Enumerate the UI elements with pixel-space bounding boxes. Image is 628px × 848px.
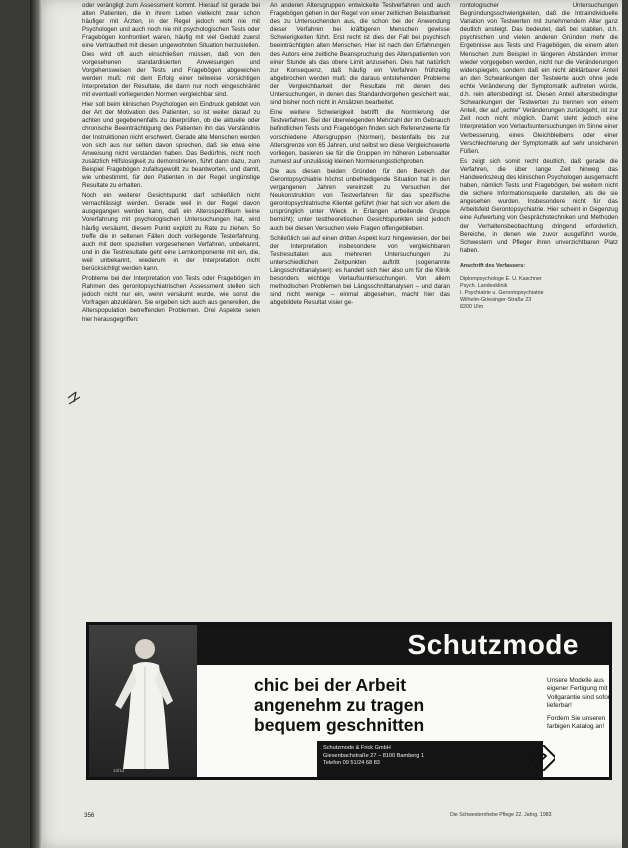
ad-side-paragraph: Fordern Sie unseren farbigen Katalog an! [547,714,606,731]
pen-mark-icon [66,388,84,410]
nurse-figure-icon [107,635,181,773]
paragraph: An anderen Altersgruppen entwickelte Testverfahren und auch Fragebögen gehen in der Regel von einer zeitlichen Belastbarkeit des zu Untersuchenden aus, die schon bei der Anwendung dieser Verfahren bei kräftigeren Menschen gewisse Schwierigkeiten führt. Erst recht ist dies der Fall bei psychisch beeinträchtigten alten Menschen. Hier ist nach den Erfahrungen des Autors eine zeitliche Beanspruchung des Alterspatienten von einer Stunde als das obere Limit anzusehen. Dies hat natürlich zur Konsequenz, daß häufig ein Verfahren frühzeitig abgebrochen werden muß: die daraus entstehenden Probleme der Vergleichbarkeit der Resultate mit denen des Untersuchungen, in denen das Standardvorgehen gesichert war, sind bisher noch nicht in Ansätzen bearbeitet. [270,2,450,107]
address-line: Psych. Landesklinik [460,283,508,290]
paragraph: Es zeigt sich somit recht deutlich, daß gerade die Verfahren, die über lange Zeit hinweg das Handwerkszeug des klinischen Psychologen ausgemacht haben, nämlich Tests und Fragebögen, bei weitem nicht die sichere Informationsquelle darstellen, als die sie angesehen wurden. Insbesondere nicht für das Arbeitsfeld Gerontopsychiatrie. Hier scheint in Gegenzug eine Aufwertung von Gesprächstechniken und Methoden der Verhaltensbeobachtung dringend erforderlich, Bereiche, in denen wie zuvor ausgeführt wurde, Schwestern und Pfleger ihren unverzichtbaren Platz haben. [460,157,618,254]
journal-footer: Die Schwesternhebe Pflege 22. Jahrg. 1983 [450,812,552,818]
paragraph: Probleme bei der Interpretation von Tests oder Fragebögen im Rahmen des gerontopsychiatrischen Assessment stellen sich jedoch nicht nur ein, wenn versäumt wurde, wie sonst die Vorfragen abzuklären. Sie ergeben sich auch aus generellen, die Alterspopulation betreffenden Problemen. Drei Aspekte seien hier herausgegriffen: [82,275,260,323]
address-line: Wilhelm-Griesinger-Straße 23 [460,297,532,304]
photo-credit: 13/14 [113,768,125,773]
brand-banner [197,625,609,665]
brand-name: Schutzmode [407,629,579,660]
journal-page [30,0,622,848]
paragraph: Noch ein weiterer Gesichtspunkt darf schließlich nicht vernachlässigt werden. Gerade weil in der Regel davon ausgegangen werden kann, daß ein Altersspezifikum keine Vorerfahrung mit psychologischen Untersuchungen hat, wird häufig versäumt, diesem Punkt explizit zu Rate zu ziehen. So treffe die in seltenen Fällen doch vorliegende Testerfahrung, auch mit dem speziellen vorgesehenen Verfahren, unbekannt, und in die Testresultate geht eine Lernkomponente mit ein, die, weil unbekannt, wiederum in der Interpretation nicht berücksichtigt werden kann. [82,192,260,272]
contact-line: Schutzmode & Frick GmbH [323,745,391,751]
ad-side-text [547,677,613,735]
slogan-line: chic bei der Arbeit [254,675,407,695]
address-heading: Anschrift des Verfassers: [460,262,526,269]
ad-contact-box [317,741,543,777]
paragraph: Schließlich sei auf einen dritten Aspekt kurz hingewiesen, der bei der Interpretation insbesondere von vergleichbaren Testresultaten aus mehreren Untersuchungen zu unterschiedlichen Zeitpunkten auftritt (sogenannte Längsschnittanalysen): es handelt sich hier also um für die Klinik besonders wichtige Verlaufsuntersuchungen. Von allem methodischen Problemen bei Längsschnittanalysen – und daran sind nicht wenige – einmal abgesehen, macht hier das abgebildete Resultat visier ge- [270,234,450,307]
address-line: Diplompsychologe E. U. Kaschner [460,276,542,282]
paragraph: rontologischer Untersuchungen Begründungsschwierigkeiten, daß die Intraindividuelle Variation von Testwerten mit zunehmendem Alter ganz deutlich ansteigt. Das bedeutet, daß bei stabilen, d.h. psychischen und vielen anderen Gründen mehr die Ergebnisse aus Tests und Fragebögen, die einem alten Menschen zum Beispiel in längeren Abständen immer wieder vorgegeben werden, nicht nur die Veränderungen widerspiegeln, sondern daß ein nicht abklärbarer Anteil an den Schwankungen der Testwerte auch ohne jede echte Veränderung der Symptomatik auftreten würde, d.h. rein altersbedingt ist. Diesen Anteil altersbedingter Schwankungen der Testwerten zu trennen von einem Anteil, der auf „echte“ Veränderungen zurückgeht, ist zur Zeit noch nicht möglich. Damit steht jedoch eine Interpretation von Verlaufsuntersuchungen im Sinne einer Verbesserung, eines Gleichbleibens oder einer Verschlechterung der Symptomatik auf sehr unsicheren Füßen. [460,2,618,155]
company-logo-icon [529,745,555,771]
ad-photo-nurse [89,625,197,777]
slogan-line: bequem geschnitten [254,715,425,735]
text-column-3 [460,2,618,311]
contact-line: Telefon 09 51/24 68 83 [323,760,380,767]
advertisement [86,622,612,780]
paragraph: oder verängligt zum Assessment kommt. Hierauf ist gerade bei alten Patienten, die in ihrem Leben vielleicht zwar schon häufiger mit Ärzten, in der Regel jedoch wohl nie mit Psychologen und auch noch nie mit psychologischen Tests oder Fragebögen konfrontiert waren, häufig mit viel Geduld zuerst eine Vertrautheit mit diesen ungewohnten Situation herzustellen. Dies wird oft auch einschließen müssen, daß von den vorgesehenen standardisierten Anweisungen und Vorgehensweisen der Tests und Fragebögen abgewichen werden muß: mit dem Erfolg einer teilweise vorsichtigen Interpretation der Resultate, die dann nur noch eingeschränkt mit eventuell vorliegenden Normen vergleichbar sind. [82,2,260,99]
text-column-2 [270,2,450,309]
paragraph: Die aus diesen beiden Gründen für den Bereich der Gerontopsychiatrie höchst unbefriedigende Situation hat in den vergangenen Jahren vereinzelt zu Versuchen der Neukonstruktion von Testverfahren für das spezifische gerontopsychiatrische Klientel geführt (hier hat sich vor allem die ursprünglich unter Wieck in Erlangen arbeitende Gruppe bemüht); unter testtheoretischen Gesichtspunkten sind jedoch auch bei diesen Versuchen viele Fragen offengeblieben. [270,167,450,232]
paragraph: Eine weitere Schwierigkeit betrifft die Normierung der Testverfahren. Bei der überwiegenden Mehrzahl der im Gebrauch befindlichen Tests und Fragebögen finden sich Referenzwerte für vorschiedene Altersgruppen (Normen), bestenfalls bis zur Altersgrenze von 65 Jahren, und selbst wo diese Vergleichswerte vorliegen, basieren sie für die Gruppen im höheren Lebensalter zumeist auf unzulässig kleinen Normierungsstichproben. [270,109,450,165]
page-number: 356 [84,812,95,819]
address-line: I. Psychiatrie u. Gerontopsychiatrie [460,290,544,297]
author-address [460,263,618,312]
contact-line: Giesenbachstraße 27 – 8100 Bamberg 1 [323,752,425,759]
slogan-line: angenehm zu tragen [254,695,425,715]
book-spine-shadow [30,0,42,848]
text-column-1 [82,2,260,326]
address-line: 8200 Ulm [460,304,484,311]
ad-slogan [254,675,524,735]
paragraph: Hier soll beim klinischen Psychologen ein Eindruck gebildet von der Art der Motivation des Patienten, so ist weiter darauf zu achten und gegebenenfalls zu überprüfen, ob die aktuelle oder chronische Beeinträchtigung des Patienten ihn das Verständnis der Instruktionen nicht erschwert. Gerade alte Menschen werden von sich aus nur selten davon sprechen, daß sie etwa eine Anweisung nicht verstanden haben. Das Bedürfnis, nicht noch zusätzlich Hilfslosigkeit zu demonstrieren, führt dann dazu, zum Beispiel Fragebögen zufallsgewollt zu beantworten, und damit, wie unbestimmt, für den Patienten in der Regel ungünstige Resultate zu erhalten. [82,101,260,190]
ad-side-paragraph: Unsere Modelle aus eigener Fertigung mit Vollgarantie sind sofort lieferbar! [547,677,612,710]
